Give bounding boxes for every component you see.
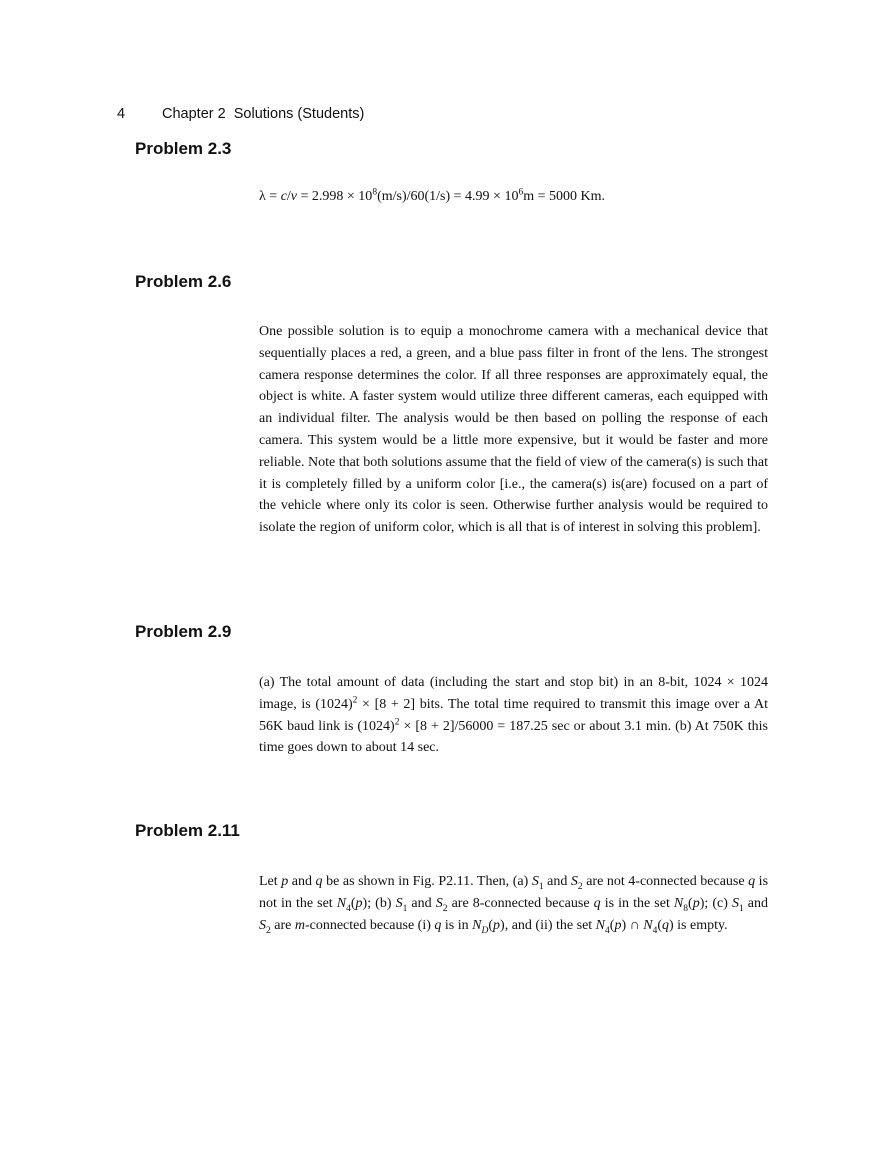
problem-2-6-text: One possible solution is to equip a monochrome camera with a mechanical device that sequentially places a red, a green, and a blue pass filter in front of the lens. The strongest camera response determines the color. If all three responses are approximately equal, the object is white. A faster system would utilize three different cameras, each equipped with an individual filter. The analysis would be then based on polling the response of each camera. This system would be a little more expensive, but it would be faster and more reliable. Note that both solutions assume that the field of view of the camera(s) is such that it is completely filled by a uniform color [i.e., the camera(s) is(are) focused on a part of the vehicle where only its color is seen. Otherwise further analysis would be required to isolate the region of uniform color, which is all that is of interest in solving this problem].	[259, 324, 768, 536]
problem-2-6-heading: Problem 2.6	[135, 272, 232, 291]
problem-2-11-text: Let p and q be as shown in Fig. P2.11. Then, (a) $S_1$ and $S_2$ are not 4-connected because q is not in the set $N_4(p)$; (b) $S_1$ and $S_2$ are 8-connected because q is in the set $N_8(p)$; (c) $S_1$ and $S_2$ are m-connected because (i) q is in $N_D(p)$, and (ii) the set $N_4(p)$ ∩ $N_4(q)$ is empty.	[259, 874, 769, 936]
problem-2-9-body	[259, 672, 768, 759]
problem-2-6-body	[259, 321, 768, 539]
running-head	[117, 106, 364, 122]
problem-2-3-equation: $\lambda = c/v = 2.998 \times 10^8(m/s)/60(1/s) = 4.99 \times 10^6m = 5000$ Km.	[259, 187, 606, 204]
problem-2-11-heading: Problem 2.11	[135, 821, 240, 840]
page-number: 4	[117, 106, 126, 122]
problem-2-11-body	[259, 871, 768, 936]
problem-2-9-text: (a) The total amount of data (including the start and stop bit) in an 8-bit, 1024 × 1024 image, is $(1024)^2 \times [8 + 2]$ bits. The total time required to transmit this image over a At 56K baud link is $(1024)^2 \times [8 + 2]/56000 = 187.25$ sec or about 3.1 min. (b) At 750K this time goes down to about 14 sec.	[259, 675, 768, 756]
problem-2-3-heading: Problem 2.3	[135, 139, 232, 158]
problem-2-9-heading: Problem 2.9	[135, 622, 232, 641]
running-title: Chapter 2 Solutions (Students)	[162, 106, 365, 122]
